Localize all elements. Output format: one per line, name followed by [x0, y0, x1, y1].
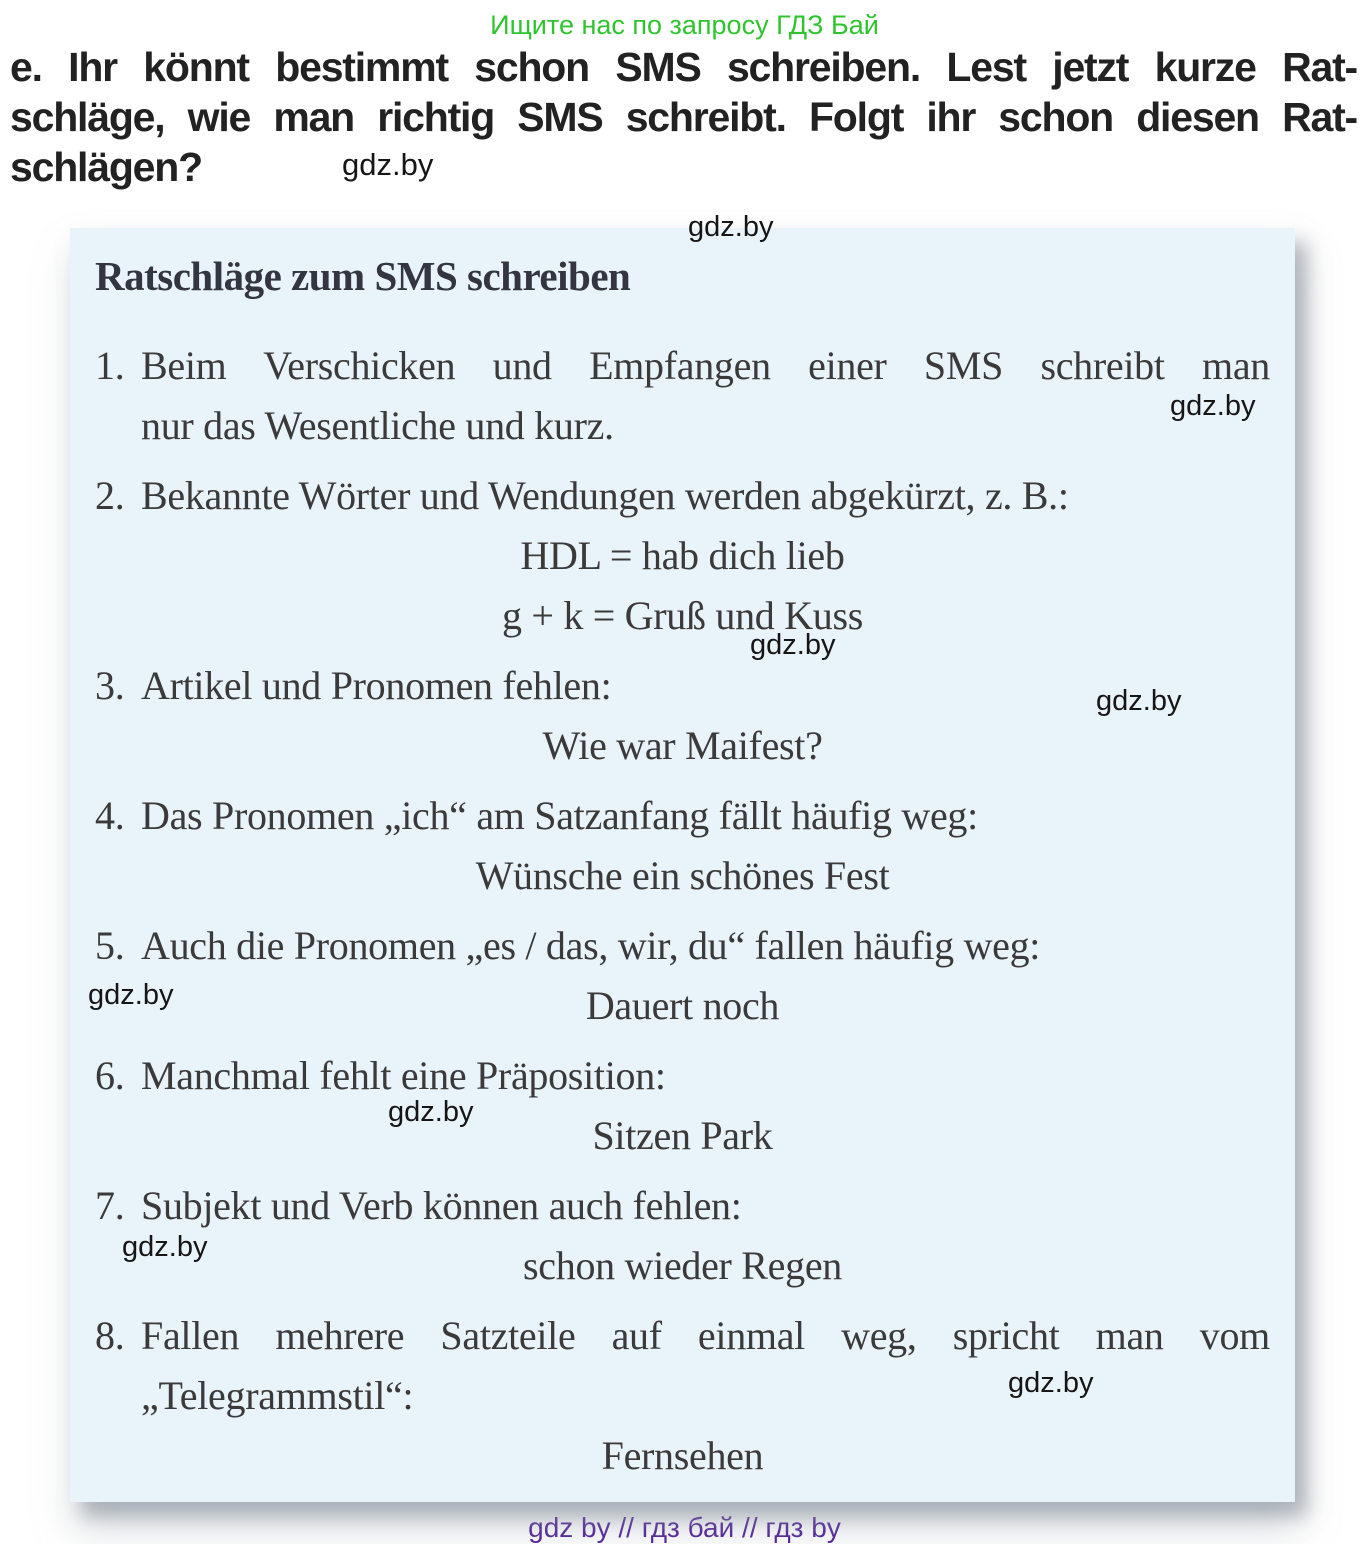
item-number: 8.	[95, 1313, 125, 1358]
card-title: Ratschläge zum SMS schreiben	[95, 253, 631, 299]
gdzby-watermark: gdz.by	[88, 979, 174, 1011]
advice-item	[95, 336, 1270, 456]
item-number: 4.	[95, 793, 125, 838]
item-text	[141, 1306, 1270, 1426]
advice-item	[95, 786, 1270, 906]
item-text	[141, 786, 1270, 846]
task-text-line: e. Ihr könnt bestimmt schon SMS schreiben. Lest jetzt kurze Rat-	[10, 44, 1357, 90]
item-text-line: Bekannte Wörter und Wendungen werden abgekürzt, z. B.:	[141, 473, 1069, 518]
item-example: HDL = hab dich lieb	[520, 533, 845, 578]
gdzby-watermark: gdz.by	[1170, 390, 1256, 422]
advice-item	[95, 1046, 1270, 1166]
item-text	[141, 336, 1270, 456]
advice-item	[95, 466, 1270, 646]
item-example: Dauert noch	[585, 983, 780, 1028]
item-text	[141, 916, 1270, 976]
advice-item	[95, 656, 1270, 776]
item-number: 1.	[95, 343, 125, 388]
promo-banner: Ищите нас по запросу ГДЗ Бай	[490, 10, 879, 40]
item-example: schon wieder Regen	[523, 1243, 842, 1288]
item-text	[141, 466, 1270, 526]
item-text	[141, 1046, 1270, 1106]
advice-item	[95, 1176, 1270, 1296]
gdzby-watermark: gdz.by	[688, 211, 774, 243]
item-example: Wünsche ein schönes Fest	[475, 853, 890, 898]
advice-list	[95, 336, 1270, 1486]
task-text-line: schläge, wie man richtig SMS schreibt. Folgt ihr schon diesen Rat-	[10, 94, 1357, 140]
item-text-line: Das Pronomen „ich“ am Satzanfang fällt häufig weg:	[141, 793, 978, 838]
item-text-line: Artikel und Pronomen fehlen:	[141, 663, 612, 708]
item-example: Fernsehen	[601, 1433, 764, 1478]
item-number: 3.	[95, 663, 125, 708]
item-text-line: Fallen mehrere Satzteile auf einmal weg, spricht man vom	[141, 1313, 1270, 1358]
gdzby-watermark: gdz.by	[122, 1231, 208, 1263]
item-example: g + k = Gruß und Kuss	[501, 593, 864, 638]
advice-card	[70, 228, 1295, 1502]
item-example: Sitzen Park	[592, 1113, 773, 1158]
item-number: 5.	[95, 923, 125, 968]
item-number: 7.	[95, 1183, 125, 1228]
task-text-line: schlägen?	[10, 144, 202, 190]
item-text-line: Manchmal fehlt eine Präposition:	[141, 1053, 666, 1098]
advice-item	[95, 1306, 1270, 1486]
item-text	[141, 1176, 1270, 1236]
item-text-line: „Telegrammstil“:	[141, 1373, 414, 1418]
gdzby-watermark: gdz.by	[1008, 1367, 1094, 1399]
item-example: Wie war Maifest?	[542, 723, 823, 768]
item-number: 2.	[95, 473, 125, 518]
task-text	[10, 42, 1357, 192]
gdzby-watermark: gdz.by	[342, 147, 434, 182]
item-text-line: Beim Verschicken und Empfangen einer SMS schreibt man	[141, 343, 1270, 388]
item-text-line: Auch die Pronomen „es / das, wir, du“ fallen häufig weg:	[141, 923, 1041, 968]
footer-watermark: gdz by // гдз бай // гдз by	[528, 1512, 841, 1543]
gdzby-watermark: gdz.by	[1096, 685, 1182, 717]
item-number: 6.	[95, 1053, 125, 1098]
gdzby-watermark: gdz.by	[388, 1096, 474, 1128]
item-text-line: Subjekt und Verb können auch fehlen:	[141, 1183, 742, 1228]
advice-item	[95, 916, 1270, 1036]
item-text-line: nur das Wesentliche und kurz.	[141, 403, 614, 448]
gdzby-watermark: gdz.by	[750, 629, 836, 661]
